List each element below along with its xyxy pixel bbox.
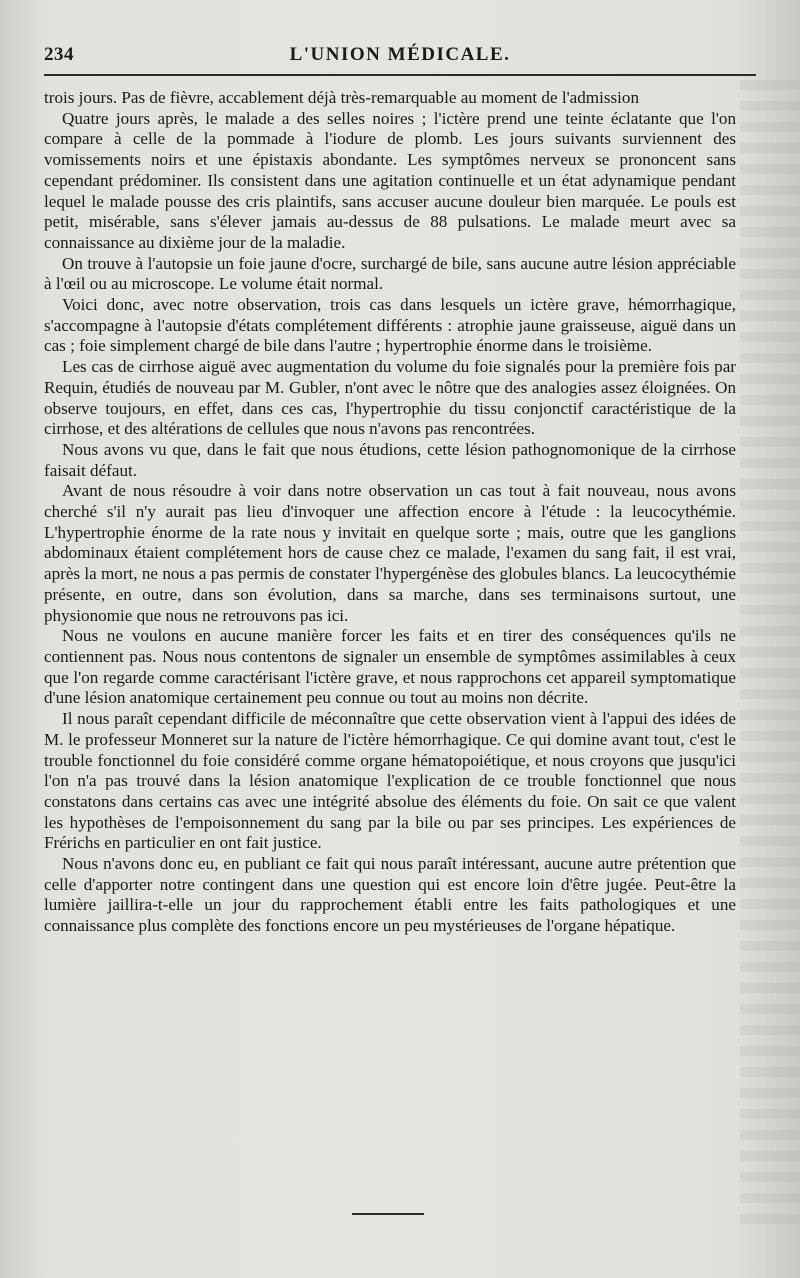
page-header — [44, 40, 756, 70]
paragraph: trois jours. Pas de fièvre, accablement déjà très-remarquable au moment de l'admission — [44, 88, 639, 107]
section-end-rule — [352, 1213, 424, 1215]
bleed-through-shadow — [740, 80, 800, 1230]
header-rule — [44, 74, 756, 76]
running-title: L'UNION MÉDICALE. — [289, 44, 511, 65]
paragraph: Les cas de cirrhose aiguë avec augmentation du volume du foie signalés pour la première fois par Requin, étudiés de nouveau par M. Gubler, n'ont avec le nôtre que des analogies assez éloignées. On observe toujours, en effet, dans ces cas, l'hypertrophie du tissu conjonctif caractéristique de la cirrhose, et des altérations de cellules que nous n'avons pas rencontrées. — [44, 357, 736, 439]
paragraph: Voici donc, avec notre observation, trois cas dans lesquels un ictère grave, hémorrhagique, s'accompagne à l'autopsie d'états complétement différents : atrophie jaune graisseuse, aiguë dans un cas ; foie simplement chargé de bile dans l'autre ; hypertrophie énorme dans le troisième. — [44, 295, 736, 356]
paragraph: On trouve à l'autopsie un foie jaune d'ocre, surchargé de bile, sans aucune autre lésion appréciable à l'œil ou au microscope. Le volume était normal. — [44, 253, 736, 294]
page-number: 234 — [44, 44, 74, 65]
paragraph: Nous ne voulons en aucune manière forcer les faits et en tirer des conséquences qu'ils ne contiennent pas. Nous nous contentons de signaler un ensemble de symptômes assimilables à ceux que l'on regarde comme caractérisant l'ictère grave, et nous rapprochons cet appareil symptomatique d'une lésion anatomique certainement peu connue ou tout au moins non décrite. — [44, 626, 736, 708]
paragraph: Quatre jours après, le malade a des selles noires ; l'ictère prend une teinte éclatante que l'on compare à celle de la pommade à l'iodure de plomb. Les jours suivants surviennent des vomissements noirs et une épistaxis abondante. Les symptômes nerveux se prononcent sans cependant prédominer. Ils consistent dans une agitation continuelle et un état adynamique pendant lequel le malade pousse des cris plaintifs, sans accuser aucune douleur bien marquée. Le pouls est petit, misérable, sans s'élever jamais au-dessus de 88 pulsations. Le malade meurt avec sa connaissance au dixième jour de la maladie. — [44, 108, 736, 252]
article-body — [44, 88, 736, 937]
paragraph: Nous avons vu que, dans le fait que nous étudions, cette lésion pathognomonique de la cirrhose faisait défaut. — [44, 439, 736, 480]
paragraph: Il nous paraît cependant difficile de méconnaître que cette observation vient à l'appui des idées de M. le professeur Monneret sur la nature de l'ictère hémorrhagique. Ce qui domine avant tout, c'est le trouble fonctionnel du foie considéré comme organe hématopoiétique, et nous croyons que jusqu'ici l'on n'a pas trouvé dans la lésion anatomique l'explication de ce trouble fonctionnel que nous constatons dans certains cas avec une intégrité absolue des éléments du foie. On sait ce que valent les hypothèses de l'empoisonnement du sang par la bile ou par ses principes. Les expériences de Frérichs en particulier en ont fait justice. — [44, 709, 736, 853]
paragraph: Avant de nous résoudre à voir dans notre observation un cas tout à fait nouveau, nous avons cherché s'il n'y aurait pas lieu d'invoquer une affection encore à l'étude : la leucocythémie. L'hypertrophie énorme de la rate nous y invitait en quelque sorte ; mais, outre que les ganglions abdominaux étaient complétement hors de cause chez ce malade, l'examen du sang fait, il est vrai, après la mort, ne nous a pas permis de constater l'hypergénèse des globules blancs. La leucocythémie présente, en outre, dans son évolution, dans sa marche, dans ses terminaisons surtout, une physionomie que nous ne retrouvons pas ici. — [44, 481, 736, 625]
paragraph: Nous n'avons donc eu, en publiant ce fait qui nous paraît intéressant, aucune autre prétention que celle d'apporter notre contingent dans une question qui est encore loin d'être jugée. Peut-être la lumière jaillira-t-elle un jour du rapprochement établi entre les faits pathologiques et une connaissance plus complète des fonctions encore un peu mystérieuses de l'organe hépatique. — [44, 854, 736, 936]
